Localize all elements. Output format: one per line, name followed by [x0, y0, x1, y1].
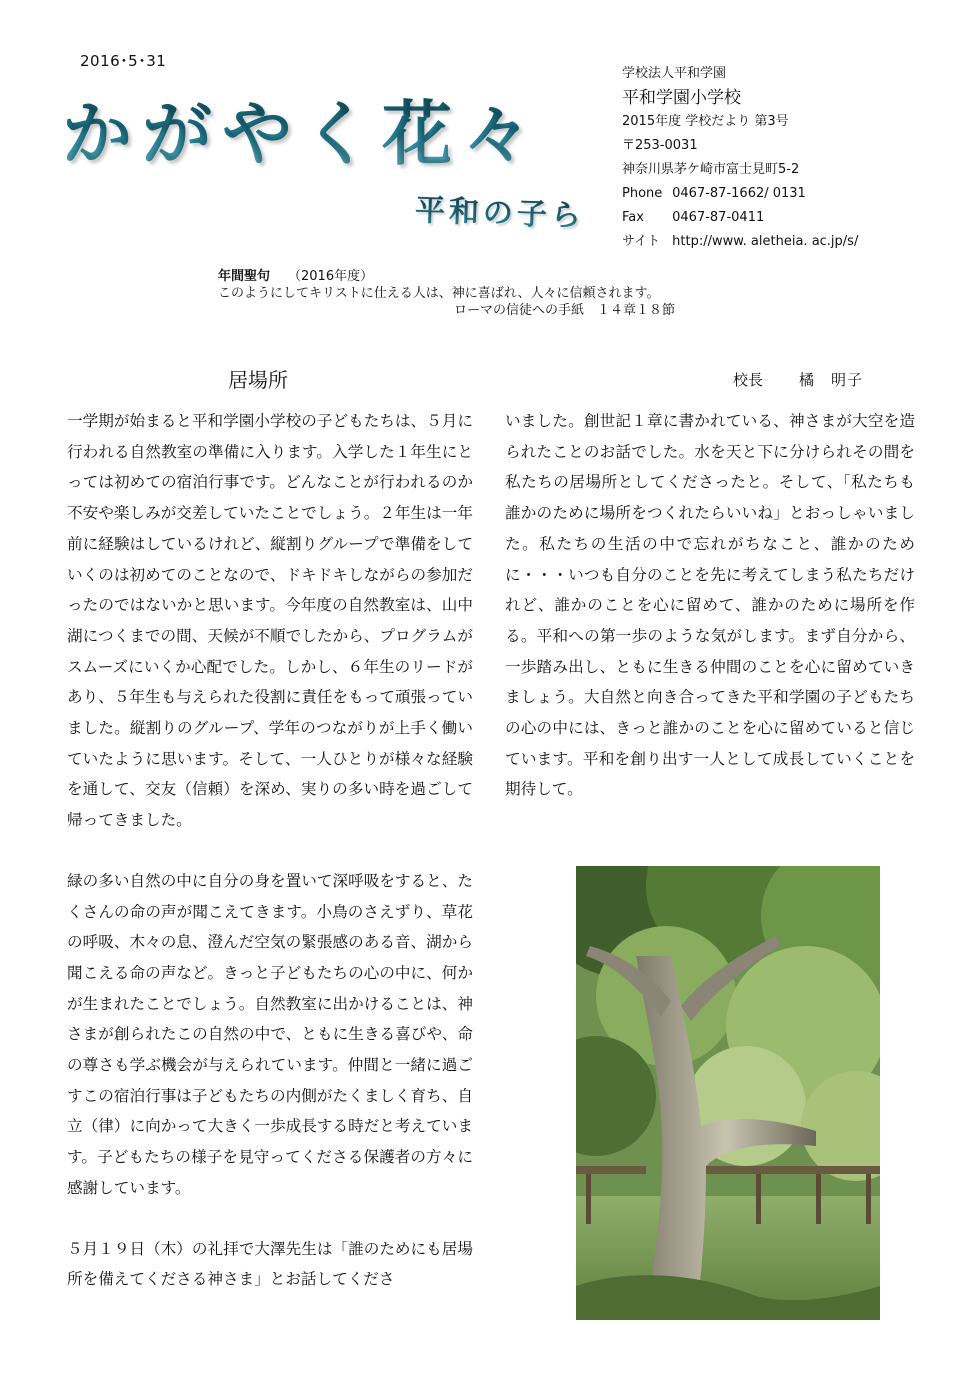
site-url[interactable]: http://www. aletheia. ac.jp/s/ — [672, 234, 859, 249]
verse-year: （2016年度） — [288, 269, 374, 284]
article-author — [733, 369, 863, 390]
verse-heading — [218, 268, 675, 285]
verse-reference: ローマの信徒への手紙 １４章１８節 — [454, 303, 676, 318]
author-role: 校長 — [733, 371, 764, 389]
address: 神奈川県茅ケ崎市富士見町5-2 — [622, 162, 800, 177]
author-name: 橘 明子 — [799, 371, 864, 389]
article-column-left — [67, 406, 473, 1295]
newsletter-title: かがやく花々 — [62, 78, 542, 179]
fax-number: 0467-87-0411 — [672, 210, 765, 225]
newsletter-subtitle: 平和の子ら — [414, 185, 585, 235]
tree-photo — [576, 866, 880, 1320]
tree-photo-icon — [576, 866, 880, 1320]
phone-number: 0467-87-1662/ 0131 — [672, 186, 806, 201]
article-paragraph: 緑の多い自然の中に自分の身を置いて深呼吸をすると、たくさんの命の声が聞こえてきます。小鳥のさえずり、草花の呼吸、木々の息、澄んだ空気の緊張感のある音、湖から聞こえる命の声など。きっと子どもたちの心の中に、何かが生まれたことでしょう。自然教室に出かけることは、神さまが創られたこの自然の中で、ともに生きる喜びや、命の尊さも学ぶ機会が与えられています。仲間と一緒に過ごすこの宿泊行事は子どもたちの内側がたくましく育ち、自立（律）に向かって大きく一歩成長する時だと考えています。子どもたちの様子を見守ってくださる保護者の方々に感謝しています。 — [67, 871, 473, 1197]
phone-label: Phone — [622, 186, 663, 201]
postal-code: 〒253-0031 — [622, 138, 698, 153]
school-name: 平和学園小学校 — [622, 88, 741, 108]
site-label: サイト — [622, 234, 661, 249]
annual-verse — [218, 268, 675, 319]
issue-date: 2016･5･31 — [80, 52, 167, 70]
fax-label: Fax — [622, 210, 644, 225]
school-info — [622, 62, 858, 254]
fax-line — [622, 206, 858, 230]
article-title: 居場所 — [228, 368, 288, 392]
verse-title: 年間聖句 — [218, 269, 271, 284]
phone-line — [622, 182, 858, 206]
article-paragraph: いました。創世記１章に書かれている、神さまが大空を造られたことのお話でした。水を天と下に分けられその間を私たちの居場所としてくださったと。そして、「私たちも誰かのために場所をつくれたらいいね」とおっしゃいました。私たちの生活の中で忘れがちなこと、誰かのために・・・いつも自分のことを先に考えてしまう私たちだけれど、誰かのことを心に留めて、誰かのために場所を作る。平和への第一歩のような気がします。まず自分から、一歩踏み出し、ともに生きる仲間のことを心に留めていきましょう。大自然と向き合ってきた平和学園の子どもたちの心の中には、きっと誰かのことを心に留めていると信じています。平和を創り出す一人として成長していくことを期待して。 — [505, 412, 915, 799]
article-column-right — [505, 406, 915, 805]
verse-text: このようにしてキリストに仕える人は、神に喜ばれ、人々に信頼されます。 — [218, 286, 660, 301]
site-line — [622, 230, 858, 254]
issue-number: 2015年度 学校だより 第3号 — [622, 114, 789, 129]
article-paragraph: ５月１９日（木）の礼拝で大澤先生は「誰のためにも居場所を備えてくださる神さま」とお話してくださ — [67, 1239, 473, 1289]
article-paragraph: 一学期が始まると平和学園小学校の子どもたちは、５月に行われる自然教室の準備に入ります。入学した１年生にとっては初めての宿泊行事です。どんなことが行われるのか不安や楽しみが交差していたことでしょう。２年生は一年前に経験はしているけれど、縦割りグループで準備をしていくのは初めてのことなので、ドキドキしながらの参加だったのではないかと思います。今年度の自然教室は、山中湖につくまでの間、天候が不順でしたから、プログラムがスムーズにいくか心配でした。しかし、６年生のリードがあり、５年生も与えられた役割に責任をもって頑張っていました。縦割りのグループ、学年のつながりが上手く働いていたように思います。そして、一人ひとりが様々な経験を通して、交友（信頼）を深め、実りの多い時を過ごして帰ってきました。 — [67, 412, 473, 830]
corporation-name: 学校法人平和学園 — [622, 66, 727, 81]
